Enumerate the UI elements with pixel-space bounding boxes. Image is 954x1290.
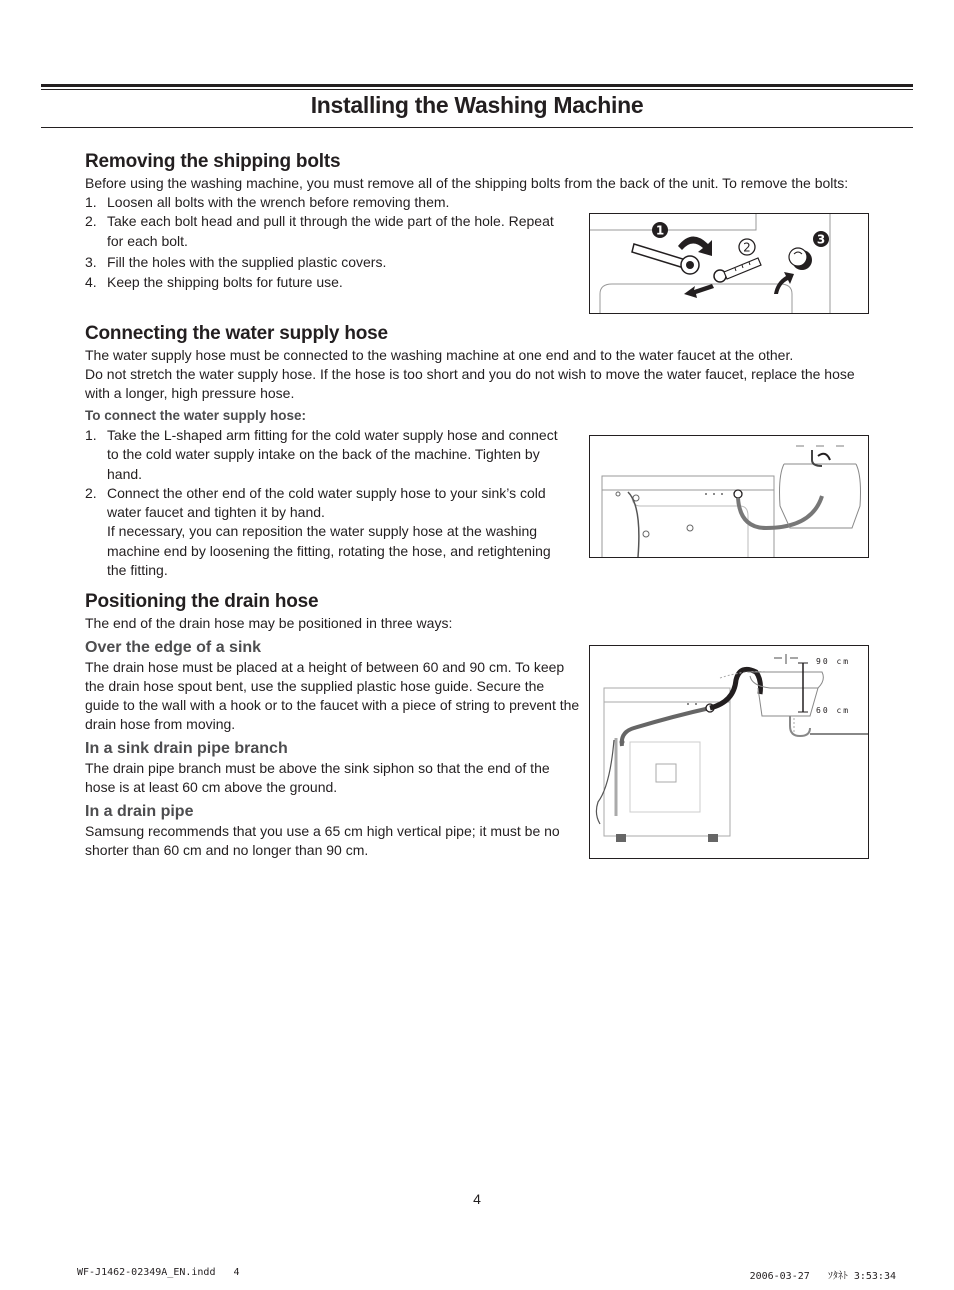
way-title: In a drain pipe — [85, 803, 194, 820]
svg-text:3: 3 — [816, 232, 826, 247]
shipping-bolts-figure — [589, 213, 869, 314]
way-title: Over the edge of a sink — [85, 639, 262, 656]
title-rule-top-thin — [41, 89, 913, 90]
section-intro: Before using the washing machine, you must remove all of the shipping bolts from the back of the unit. To remove the bolts: — [85, 175, 849, 191]
sink-siphon — [790, 716, 868, 736]
water-supply-figure — [589, 435, 869, 558]
way-text: The drain pipe branch must be above the sink siphon so that the end of the hose is at least 60 cm above the ground. — [85, 760, 550, 795]
page-number: 4 — [473, 1191, 481, 1207]
drain-hose-figure — [589, 645, 869, 859]
section-intro: The end of the drain hose may be positioned in three ways: — [85, 615, 453, 631]
pull-arrow-icon — [684, 284, 714, 298]
plastic-cover-icon — [789, 248, 812, 270]
list-item: 2. Take each bolt head and pull it through the wide part of the hole. Repeat for each bolt. — [85, 213, 554, 249]
way-text: The drain hose must be placed at a height of between 60 and 90 cm. To keep the drain hose spout bent, use the supplied plastic hose guide. Secure the guide to the wall with a hook or to the faucet with a piece of string to prevent the drain hose from moving. — [85, 659, 580, 732]
svg-text:90 cm: 90 cm — [816, 657, 851, 666]
page-title: Installing the Washing Machine — [310, 92, 644, 118]
section-heading: Connecting the water supply hose — [85, 323, 388, 344]
subheading: To connect the water supply hose: — [85, 408, 307, 423]
svg-text:1: 1 — [655, 223, 665, 238]
list-item: 1. Loosen all bolts with the wrench before removing them. — [85, 194, 450, 210]
list-item: 4. Keep the shipping bolts for future use. — [85, 274, 343, 291]
insert-arrow-icon — [774, 272, 794, 294]
wrench-icon — [632, 244, 699, 274]
section-intro: The water supply hose must be connected to the washing machine at one end and to the water faucet at the other. — [85, 347, 794, 363]
title-rule-top — [41, 84, 913, 87]
steps-list — [85, 193, 555, 292]
list-item: 3. Fill the holes with the supplied plastic covers. — [85, 253, 387, 270]
list-item: 2. Connect the other end of the cold water supply hose to your sink’s cold water faucet and tighten it by hand. If necessary, you can reposition the water supply hose at the washing machine end by loosening the fitting, rotating the hose, and retightening the fitting. — [85, 484, 551, 579]
bolt-icon — [714, 258, 761, 282]
section-heading: Positioning the drain hose — [85, 591, 319, 612]
steps-list — [85, 426, 565, 580]
svg-text:2: 2 — [743, 240, 751, 255]
power-cord — [596, 740, 614, 824]
way-title: In a sink drain pipe branch — [85, 740, 288, 757]
faucet-icon — [774, 654, 798, 664]
footer-file-info: WF-J1462-02349A_EN.indd 4 — [77, 1267, 240, 1278]
list-item: 1. Take the L-shaped arm fitting for the cold water supply hose and connect to the cold water supply intake on the back of the machine. Tighten by hand. — [85, 427, 558, 482]
section-note: Do not stretch the water supply hose. If the hose is too short and you do not wish to move the water faucet, replace the hose with a longer, high pressure hose. — [85, 366, 855, 401]
rotate-arrow-icon — [678, 236, 712, 256]
footer-timestamp: 2006-03-27 ｿﾀﾈﾄ 3:53:34 — [749, 1271, 896, 1282]
section-heading: Removing the shipping bolts — [85, 151, 341, 172]
way-text: Samsung recommends that you use a 65 cm high vertical pipe; it must be no shorter than 60 cm and no longer than 90 cm. — [85, 823, 560, 858]
title-rule-bottom — [41, 127, 913, 128]
drain-hose — [622, 708, 710, 746]
svg-text:60 cm: 60 cm — [816, 706, 851, 715]
